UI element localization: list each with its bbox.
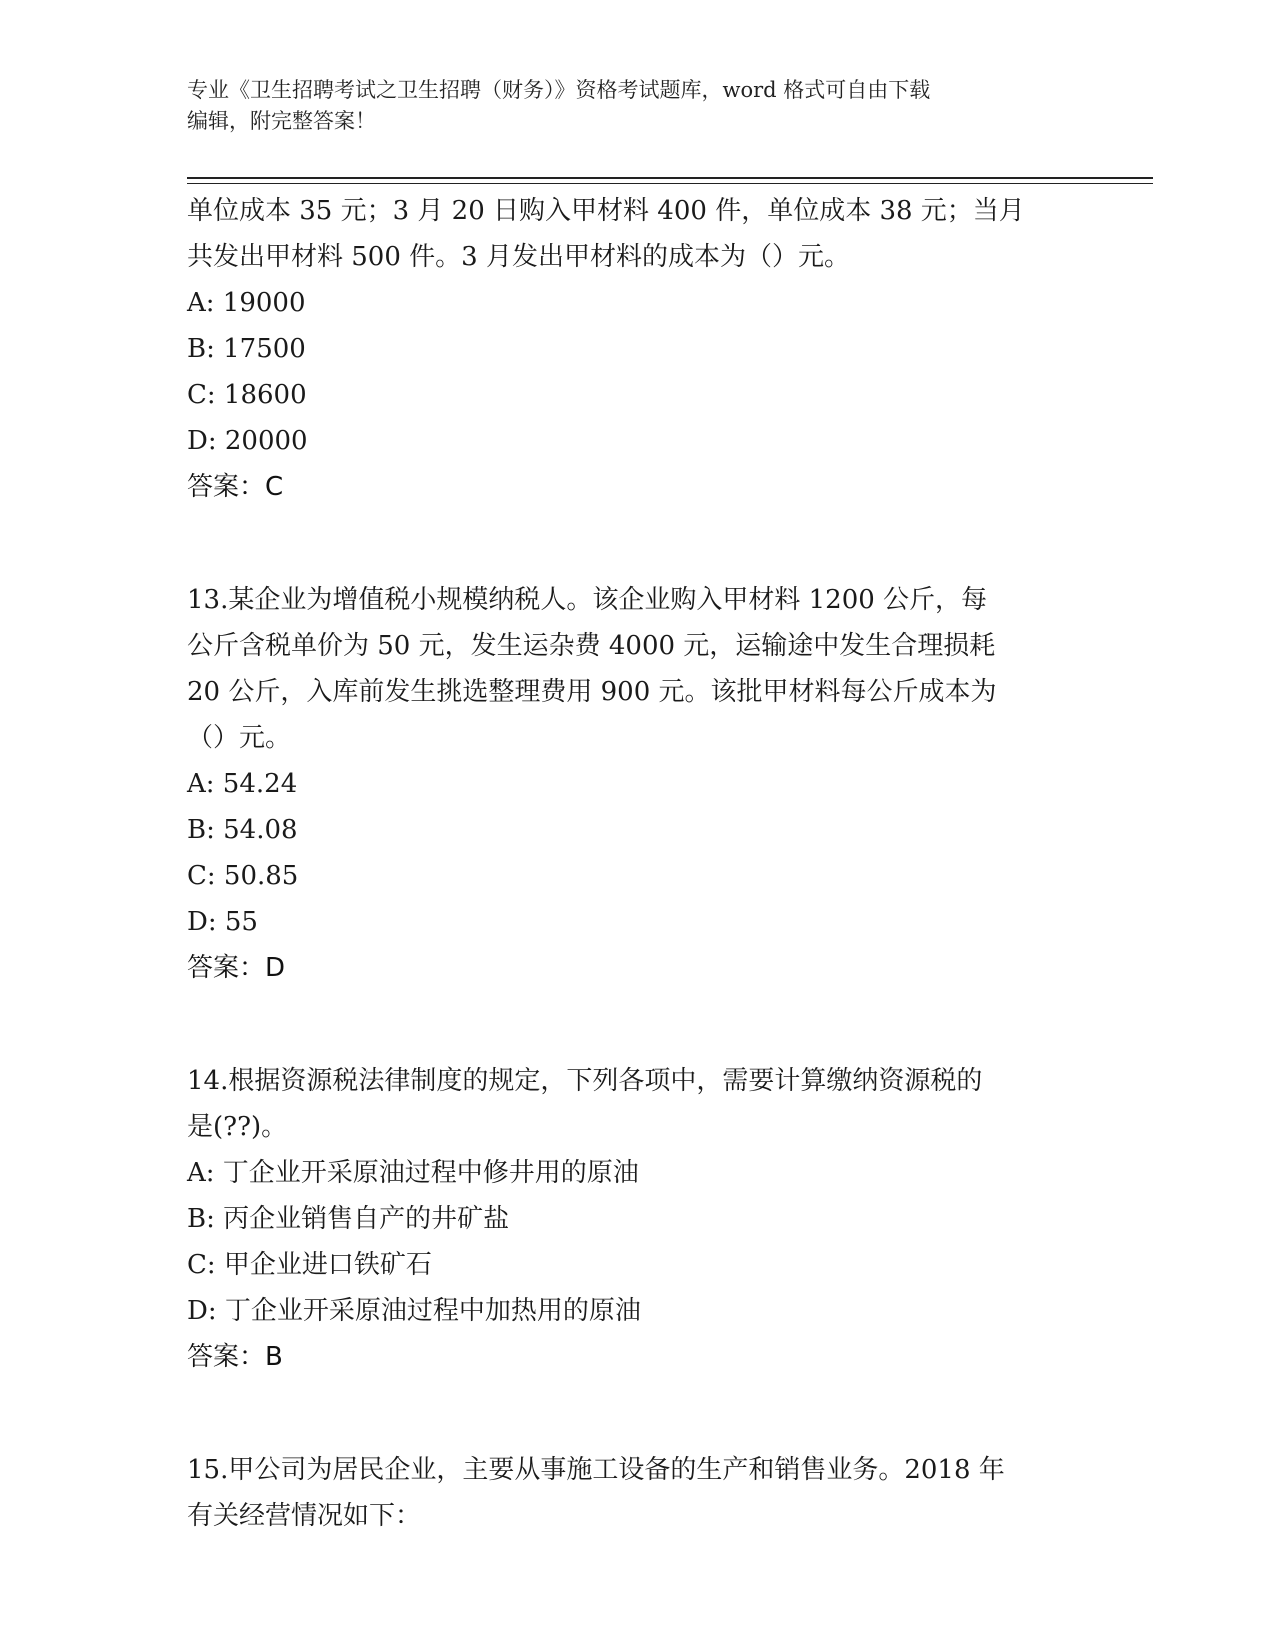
answer-line: 答案：B: [187, 1342, 283, 1372]
header-divider-thin: [187, 183, 1153, 184]
answer-line: 答案：C: [187, 472, 284, 502]
question-text-line: 共发出甲材料 500 件。3 月发出甲材料的成本为（）元。: [187, 242, 850, 272]
question-block: [187, 1447, 1087, 1539]
question-spacer: [187, 1380, 1087, 1447]
option-c: C: 甲企业进口铁矿石: [187, 1250, 432, 1280]
option-b: B: 17500: [187, 334, 306, 364]
question-block: [187, 1058, 1087, 1380]
question-text-line: 有关经营情况如下：: [187, 1501, 422, 1531]
option-d: D: 丁企业开采原油过程中加热用的原油: [187, 1296, 641, 1326]
option-d: D: 55: [187, 907, 258, 937]
question-text-line: 14.根据资源税法律制度的规定，下列各项中，需要计算缴纳资源税的: [187, 1066, 983, 1096]
question-spacer: [187, 991, 1087, 1058]
question-text-line: 15.甲公司为居民企业，主要从事施工设备的生产和销售业务。2018 年: [187, 1455, 1005, 1485]
question-spacer: [187, 510, 1087, 577]
option-b: B: 54.08: [187, 815, 298, 845]
document-header: [187, 75, 1067, 137]
header-line-2: 编辑，附完整答案！: [187, 109, 376, 133]
question-list: [187, 188, 1087, 1539]
question-block: [187, 188, 1087, 510]
option-c: C: 50.85: [187, 861, 299, 891]
option-a: A: 丁企业开采原油过程中修井用的原油: [187, 1158, 639, 1188]
option-b: B: 丙企业销售自产的井矿盐: [187, 1204, 510, 1234]
question-text-line: 是(??)。: [187, 1112, 288, 1142]
question-text-line: 公斤含税单价为 50 元，发生运杂费 4000 元，运输途中发生合理损耗: [187, 631, 996, 661]
option-a: A: 54.24: [187, 769, 298, 799]
option-d: D: 20000: [187, 426, 308, 456]
header-line-1: 专业《卫生招聘考试之卫生招聘（财务）》资格考试题库，word 格式可自由下载: [187, 78, 931, 102]
question-text-line: 20 公斤，入库前发生挑选整理费用 900 元。该批甲材料每公斤成本为: [187, 677, 997, 707]
answer-line: 答案：D: [187, 953, 286, 983]
option-c: C: 18600: [187, 380, 307, 410]
question-block: [187, 577, 1087, 991]
option-a: A: 19000: [187, 288, 306, 318]
header-divider-thick: [187, 177, 1153, 179]
question-text-line: 单位成本 35 元；3 月 20 日购入甲材料 400 件，单位成本 38 元；当月: [187, 196, 1025, 226]
question-text-line: 13.某企业为增值税小规模纳税人。该企业购入甲材料 1200 公斤，每: [187, 585, 988, 615]
question-text-line: （）元。: [187, 723, 292, 753]
